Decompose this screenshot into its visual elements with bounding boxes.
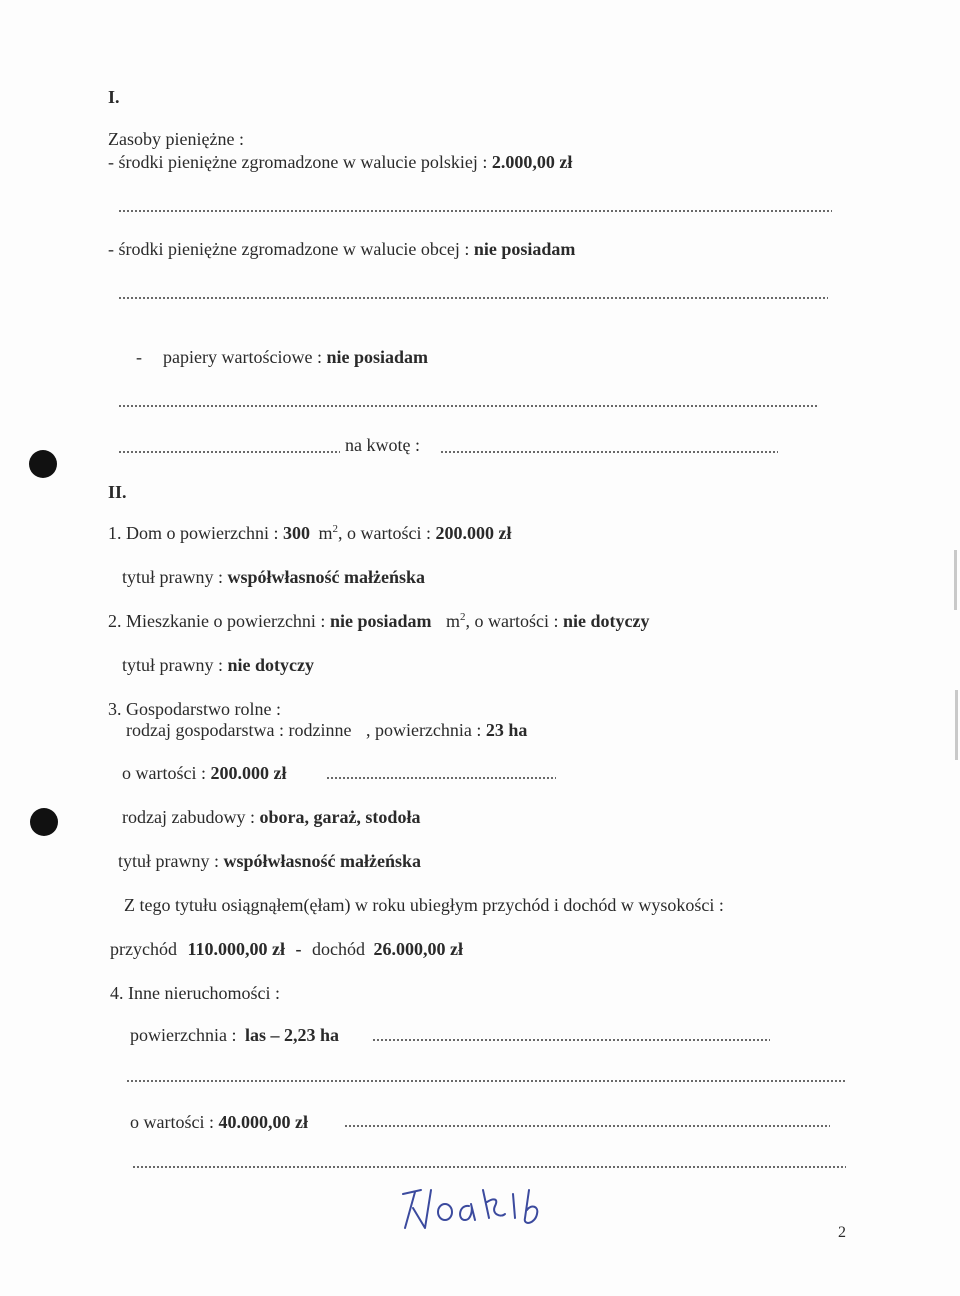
farm-type-line [126,719,527,741]
farm-area-value: 23 ha [485,720,528,740]
income-line [110,938,463,960]
farm-buildings-line [122,806,420,828]
flat-title-line [122,654,314,676]
dotted-line [118,297,828,299]
farm-area-label: , powierzchnia : [365,720,482,740]
amount-label: na kwotę : [345,435,420,455]
section-heading: I. [108,87,120,107]
income-separator: - [295,939,302,959]
scan-edge-mark [955,690,958,760]
revenue-label: przychód [110,939,177,959]
flat-area: nie posiadam [329,611,432,631]
dotted-line [118,210,832,212]
foreign-funds-line [108,238,575,260]
other-area-label: powierzchnia : [130,1025,237,1045]
punch-hole [29,450,57,478]
foreign-funds-value: nie posiadam [473,239,576,259]
flat-line [108,610,649,632]
securities-value: nie posiadam [326,347,428,367]
punch-hole [30,808,58,836]
farm-label: 3. Gospodarstwo rolne : [108,699,281,719]
dotted-line [344,1125,830,1127]
dotted-line [326,777,556,779]
page-number: 2 [838,1224,846,1241]
signature [395,1180,555,1240]
farm-buildings-label: rodzaj zabudowy : [122,807,255,827]
flat-value: nie dotyczy [562,611,650,631]
other-value: 40.000,00 zł [218,1112,308,1132]
house-unit: m [318,523,333,543]
house-title-line [122,566,425,588]
dotted-line [132,1166,846,1168]
dotted-line [440,451,778,453]
income-label: dochód [311,939,365,959]
flat-value-label: , o wartości : [465,611,559,631]
other-value-label: o wartości : [130,1112,214,1132]
house-label: 1. Dom o powierzchni : [108,523,279,543]
flat-title-value: nie dotyczy [227,655,314,675]
income-sentence: Z tego tytułu osiągnąłem(ęłam) w roku ubiegłym przychód i dochód w wysokości : [124,895,724,915]
farm-title-line [118,850,421,872]
other-value-line [130,1111,308,1133]
securities-label: papiery wartościowe : [163,347,322,367]
house-unit-sup: 2 [332,523,338,535]
other-property-label: 4. Inne nieruchomości : [110,983,280,1003]
house-value: 200.000 zł [435,523,512,543]
flat-title-label: tytuł prawny : [122,655,223,675]
farm-value: 200.000 zł [210,763,287,783]
dotted-line [118,405,818,407]
pln-funds-line [108,151,572,173]
other-area-line [130,1024,339,1046]
farm-title-label: tytuł prawny : [118,851,219,871]
scan-edge-mark [954,550,957,610]
zasoby-label: Zasoby pieniężne : [108,129,244,149]
dotted-line [118,451,340,453]
other-area-value: las – 2,23 ha [244,1025,339,1045]
farm-value-line [122,762,286,784]
farm-type-label: rodzaj gospodarstwa : [126,720,284,740]
securities-line [136,346,428,368]
pln-funds-value: 2.000,00 zł [491,152,573,172]
dotted-line [126,1080,846,1082]
house-line [108,522,511,544]
farm-value-label: o wartości : [122,763,206,783]
revenue-value: 110.000,00 zł [187,939,285,959]
dotted-line [372,1039,770,1041]
house-title-value: współwłasność małżeńska [227,567,426,587]
flat-unit: m [445,611,460,631]
securities-dash: - [136,347,142,367]
farm-title-value: współwłasność małżeńska [223,851,422,871]
pln-funds-label: - środki pieniężne zgromadzone w walucie polskiej : [108,152,488,172]
section-heading: II. [108,482,127,502]
house-title-label: tytuł prawny : [122,567,223,587]
farm-buildings-value: obora, garaż, stodoła [259,807,421,827]
house-value-label: , o wartości : [337,523,431,543]
flat-unit-sup: 2 [459,611,466,623]
foreign-funds-label: - środki pieniężne zgromadzone w walucie obcej : [108,239,470,259]
flat-label: 2. Mieszkanie o powierzchni : [108,611,326,631]
farm-type-value: rodzinne [288,720,352,740]
house-area: 300 [282,523,310,543]
income-value: 26.000,00 zł [373,939,463,959]
